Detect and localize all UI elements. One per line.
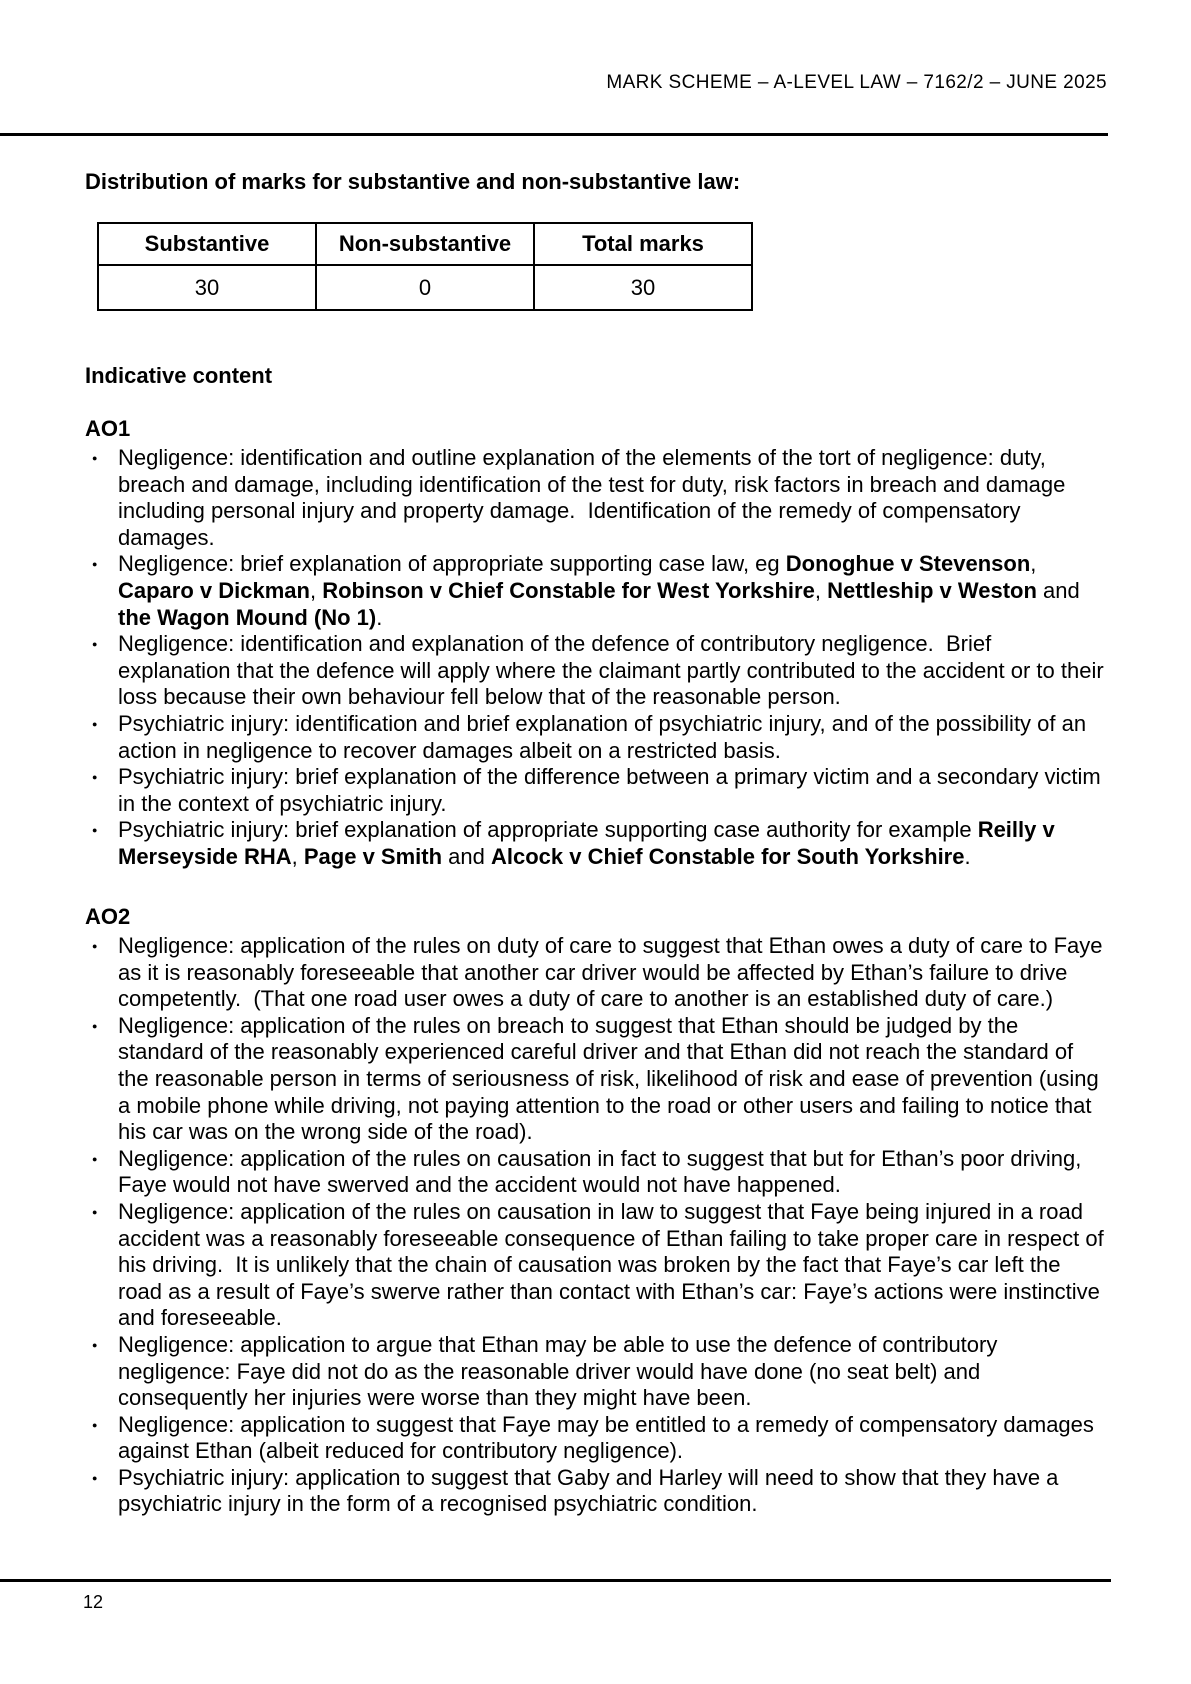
bullet-text: , (309, 577, 323, 603)
bullet-text: , (814, 577, 828, 603)
bullet-text: , (291, 843, 304, 869)
table-value-row (98, 265, 752, 310)
case-law-bold-text: Nettleship v Weston (827, 577, 1037, 603)
case-law-bold-text: Donoghue v Stevenson (785, 551, 1031, 577)
bullet-text: . (964, 843, 971, 869)
footer-rule (0, 1579, 1111, 1582)
bullet-text: Negligence: identification and explanation of the defence of contributory negligence. Brief explanation that the defence will apply where the claimant partly contributed to the accident or to their loss because their own behaviour fell below that of the reasonable person. (118, 631, 1110, 710)
bullet-item (85, 445, 1107, 551)
table-header-total-marks: Total marks (534, 223, 752, 265)
bullet-item (85, 631, 1110, 711)
case-law-bold-text: Robinson v Chief Constable for West Yorkshire (322, 577, 815, 603)
bullet-item (85, 1412, 1107, 1465)
marks-distribution-table (97, 222, 753, 311)
bullet-text: Negligence: application to argue that Ethan may be able to use the defence of contributory negligence: Faye did not do as the reasonable driver would have done (no seat belt) and consequently her injuries were worse than they might have been. (118, 1331, 1004, 1411)
bullet-item (85, 933, 1107, 1013)
bullet-text: and (1036, 577, 1086, 603)
case-law-bold-text: the Wagon Mound (No 1) (118, 604, 377, 630)
bullet-text: Negligence: application of the rules on breach to suggest that Ethan should be judged by the standard of the reasonably experienced careful driver and that Ethan did not reach the standard of the reasonable person in terms of seriousness of risk, likelihood of risk and ease of prevention (using a mobile phone while driving, not paying attention to the road or other users and failing to notice that his car was on the wrong side of the road). (118, 1012, 1105, 1145)
indicative-content-heading: Indicative content (85, 363, 273, 388)
bullet-text: Psychiatric injury: application to suggest that Gaby and Harley will need to show that they have a psychiatric injury in the form of a recognised psychiatric condition. (118, 1464, 1065, 1517)
bullet-item (85, 1198, 1110, 1332)
bullet-item (85, 1013, 1107, 1146)
bullet-text: . (376, 604, 383, 630)
bullet-item (85, 1465, 1107, 1518)
bullet-item (85, 1332, 1107, 1412)
case-law-bold-text: Page v Smith (303, 843, 443, 869)
case-law-bold-text: Caparo v Dickman (118, 577, 310, 603)
header-rule (0, 133, 1108, 136)
bullet-text: Psychiatric injury: identification and brief explanation of psychiatric injury, and of the possibility of an action in negligence to recover damages albeit on a restricted basis. (118, 710, 1093, 763)
bullet-item (85, 764, 1107, 817)
table-value-non-substantive: 0 (316, 265, 534, 310)
bullet-item (85, 817, 1107, 870)
case-law-bold-text: Reilly v Merseyside RHA (118, 817, 1061, 869)
bullet-text: Negligence: identification and outline explanation of the elements of the tort of negligence: duty, breach and damage, including identification of the test for duty, risk factors in breach and damage including personal injury and property damage. Identification of the remedy of compensatory damages. (118, 445, 1072, 550)
ao2-heading: AO2 (85, 904, 131, 929)
bullet-item (85, 1146, 1107, 1199)
ao2-bullet-list (85, 933, 1110, 1518)
distribution-heading: Distribution of marks for substantive and non-substantive law: (85, 169, 741, 194)
bullet-text: , (1030, 551, 1043, 577)
ao1-bullet-list (85, 445, 1110, 871)
bullet-text: Negligence: application to suggest that Faye may be entitled to a remedy of compensatory damages against Ethan (albeit reduced for contributory negligence). (118, 1411, 1101, 1464)
footer-page-number: 12 (83, 1592, 104, 1612)
table-value-substantive: 30 (98, 265, 316, 310)
table-header-row (98, 223, 752, 265)
table-header-substantive: Substantive (98, 223, 316, 265)
bullet-text: Negligence: application of the rules on causation in fact to suggest that but for Ethan’s poor driving, Faye would not have swerved and the accident would not have happened. (118, 1145, 1088, 1198)
bullet-text: and (442, 843, 491, 869)
bullet-text: Negligence: application of the rules on causation in law to suggest that Faye being injured in a road accident was a reasonably foreseeable consequence of Ethan failing to take proper care in respect of his driving. It is unlikely that the chain of causation was broken by the fact that Faye’s car left the road as a result of Faye’s swerve rather than contact with Ethan’s car: Faye’s actions were instinctive and foreseeable. (118, 1198, 1110, 1331)
table-value-total-marks: 30 (534, 265, 752, 310)
table-header-non-substantive: Non-substantive (316, 223, 534, 265)
bullet-item (85, 551, 1107, 631)
bullet-text: Psychiatric injury: brief explanation of the difference between a primary victim and a secondary victim in the context of psychiatric injury. (118, 764, 1107, 816)
bullet-text: Negligence: brief explanation of appropriate supporting case law, eg (118, 551, 786, 577)
ao1-heading: AO1 (85, 416, 131, 441)
case-law-bold-text: Alcock v Chief Constable for South Yorkshire (490, 843, 965, 869)
bullet-text: Psychiatric injury: brief explanation of appropriate supporting case authority for example (118, 817, 978, 843)
page-header-title: MARK SCHEME – A-LEVEL LAW – 7162/2 – JUNE 2025 (606, 72, 1107, 93)
bullet-item (85, 711, 1107, 764)
bullet-text: Negligence: application of the rules on duty of care to suggest that Ethan owes a duty of care to Faye as it is reasonably foreseeable that another car driver would be affected by Ethan’s failure to drive competently. (That one road user owes a duty of care to another is an established duty of care.) (118, 933, 1109, 1012)
